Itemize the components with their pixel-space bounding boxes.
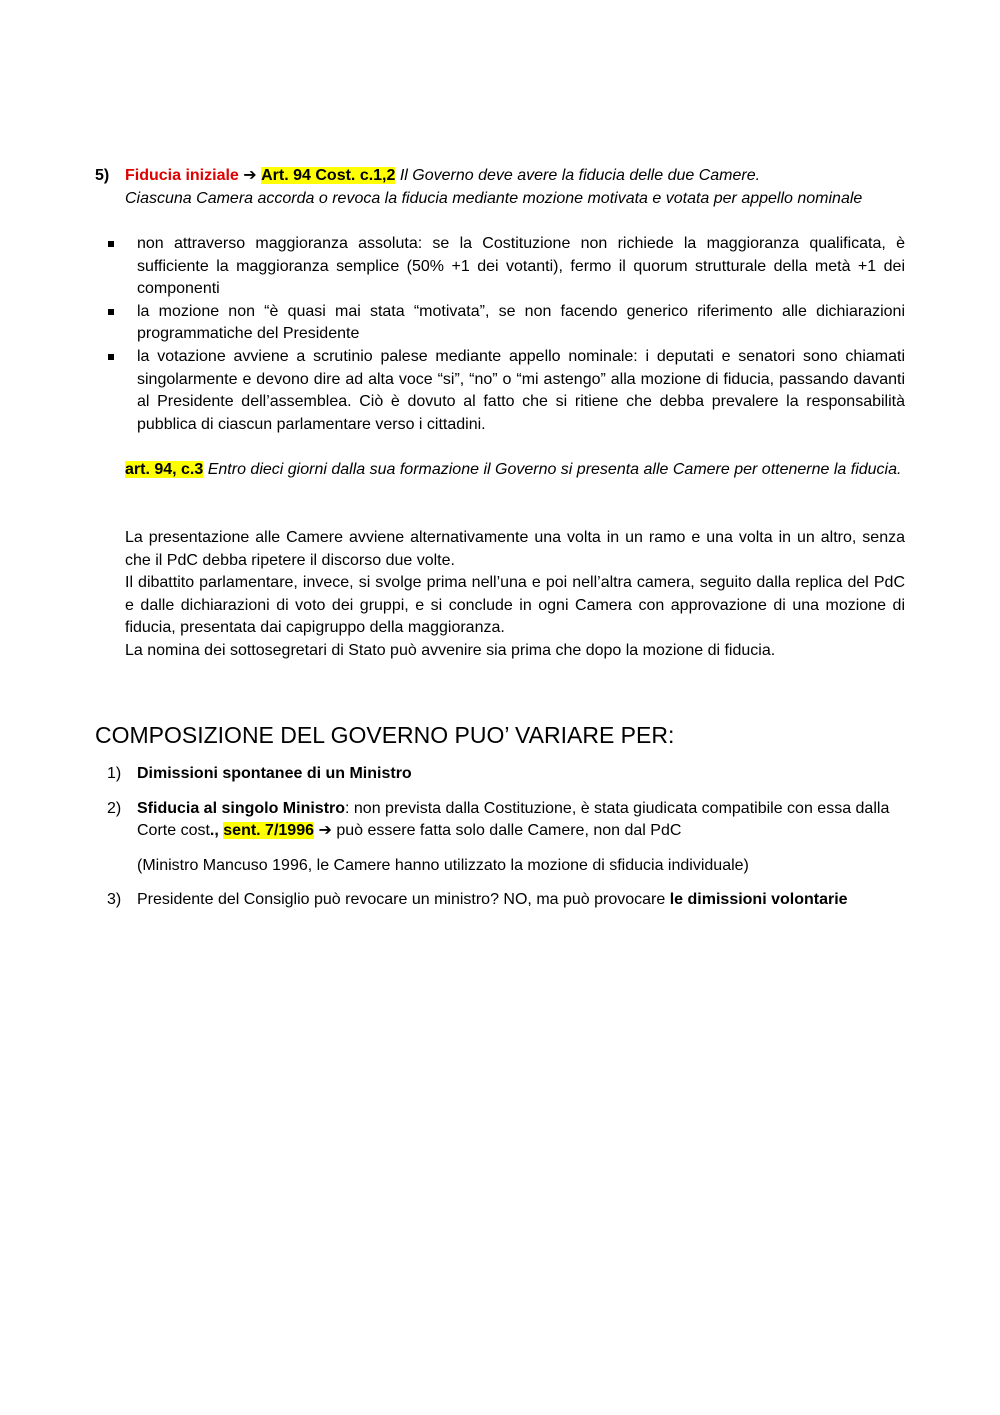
list-number: 3) (107, 891, 122, 909)
list-item (95, 763, 905, 786)
item-title: Fiducia iniziale (125, 167, 239, 184)
bullet-text: non attraverso maggioranza assoluta: se la Costituzione non richiede la maggioranza qualificata, è sufficiente la maggioranza semplice (50% +1 dei votanti), fermo il quorum strutturale della metà +1 dei componenti (137, 235, 905, 298)
arrow-right-icon: ➔ (318, 822, 332, 840)
article-reference: Art. 94 Cost. c.1,2 (261, 167, 396, 184)
square-bullet-icon (108, 241, 114, 247)
list-bold-text: le dimissioni volontarie (669, 891, 848, 909)
list-note: (Ministro Mancuso 1996, le Camere hanno utilizzato la mozione di sfiducia individuale) (137, 856, 749, 874)
list-bold-separator: ., (209, 822, 219, 840)
numbered-list (95, 763, 905, 924)
paragraph: La nomina dei sottosegretari di Stato può avvenire sia prima che dopo la mozione di fiducia. (125, 641, 776, 659)
body-paragraphs (125, 527, 905, 663)
list-text: Dimissioni spontanee di un Ministro (137, 765, 412, 782)
bullet-item (105, 301, 905, 346)
article-text: Entro dieci giorni dalla sua formazione il Governo si presenta alle Camere per ottenerne la fiducia. (207, 461, 902, 478)
square-bullet-icon (108, 354, 114, 360)
bullet-list (105, 233, 905, 436)
list-text: Presidente del Consiglio può revocare un ministro? NO, ma può provocare (137, 891, 666, 909)
arrow-right-icon: ➔ (243, 167, 257, 184)
sentence-reference: sent. 7/1996 (223, 822, 314, 840)
list-number: 2) (107, 799, 122, 817)
article-94-c3 (125, 459, 905, 482)
bullet-item (105, 233, 905, 301)
quote-line-2: Ciascuna Camera accorda o revoca la fiducia mediante mozione motivata e votata per appello nominale (125, 189, 863, 207)
bullet-item (105, 346, 905, 436)
square-bullet-icon (108, 309, 114, 315)
list-text: può essere fatta solo dalle Camere, non dal PdC (336, 822, 682, 840)
list-item (95, 798, 905, 878)
bullet-text: la mozione non “è quasi mai stata “motivata”, se non facendo generico riferimento alle dichiarazioni programmatiche del Presidente (137, 302, 905, 343)
list-text: : non prevista dalla Costituzione, è stata giudicata compatibile con essa dalla Corte cost (137, 799, 890, 840)
bullet-text: la votazione avviene a scrutinio palese mediante appello nominale: i deputati e senatori sono chiamati singolarmente e devono dire ad alta voce “si”, “no” o “mi astengo” alla mozione di fiducia, passando davanti al Presidente dell’assemblea. Ciò è dovuto al fatto che si ritiene che debba prevalere la responsabilità pubblica di ciascun parlamentare verso i cittadini. (137, 347, 905, 433)
paragraph: La presentazione alle Camere avviene alternativamente una volta in un ramo e una volta in un altro, senza che il PdC debba ripetere il discorso due volte. (125, 529, 905, 569)
paragraph: Il dibattito parlamentare, invece, si svolge prima nell’una e poi nell’altra camera, seguito dalla replica del PdC e dalle dichiarazioni di voto dei gruppi, e si conclude in ogni Camera con approvazione di una mozione di fiducia, presentata dai capigruppo della maggioranza. (125, 574, 905, 637)
list-bold-text: Sfiducia al singolo Ministro (137, 799, 346, 817)
item-number: 5) (95, 167, 110, 184)
article-reference: art. 94, c.3 (125, 461, 204, 478)
section-heading: COMPOSIZIONE DEL GOVERNO PUO’ VARIARE PER: (95, 722, 675, 748)
list-item (95, 889, 905, 912)
list-number: 1) (107, 765, 122, 782)
quote-line-1: Il Governo deve avere la fiducia delle due Camere. (399, 167, 761, 184)
item-5-fiducia-iniziale (95, 165, 905, 210)
